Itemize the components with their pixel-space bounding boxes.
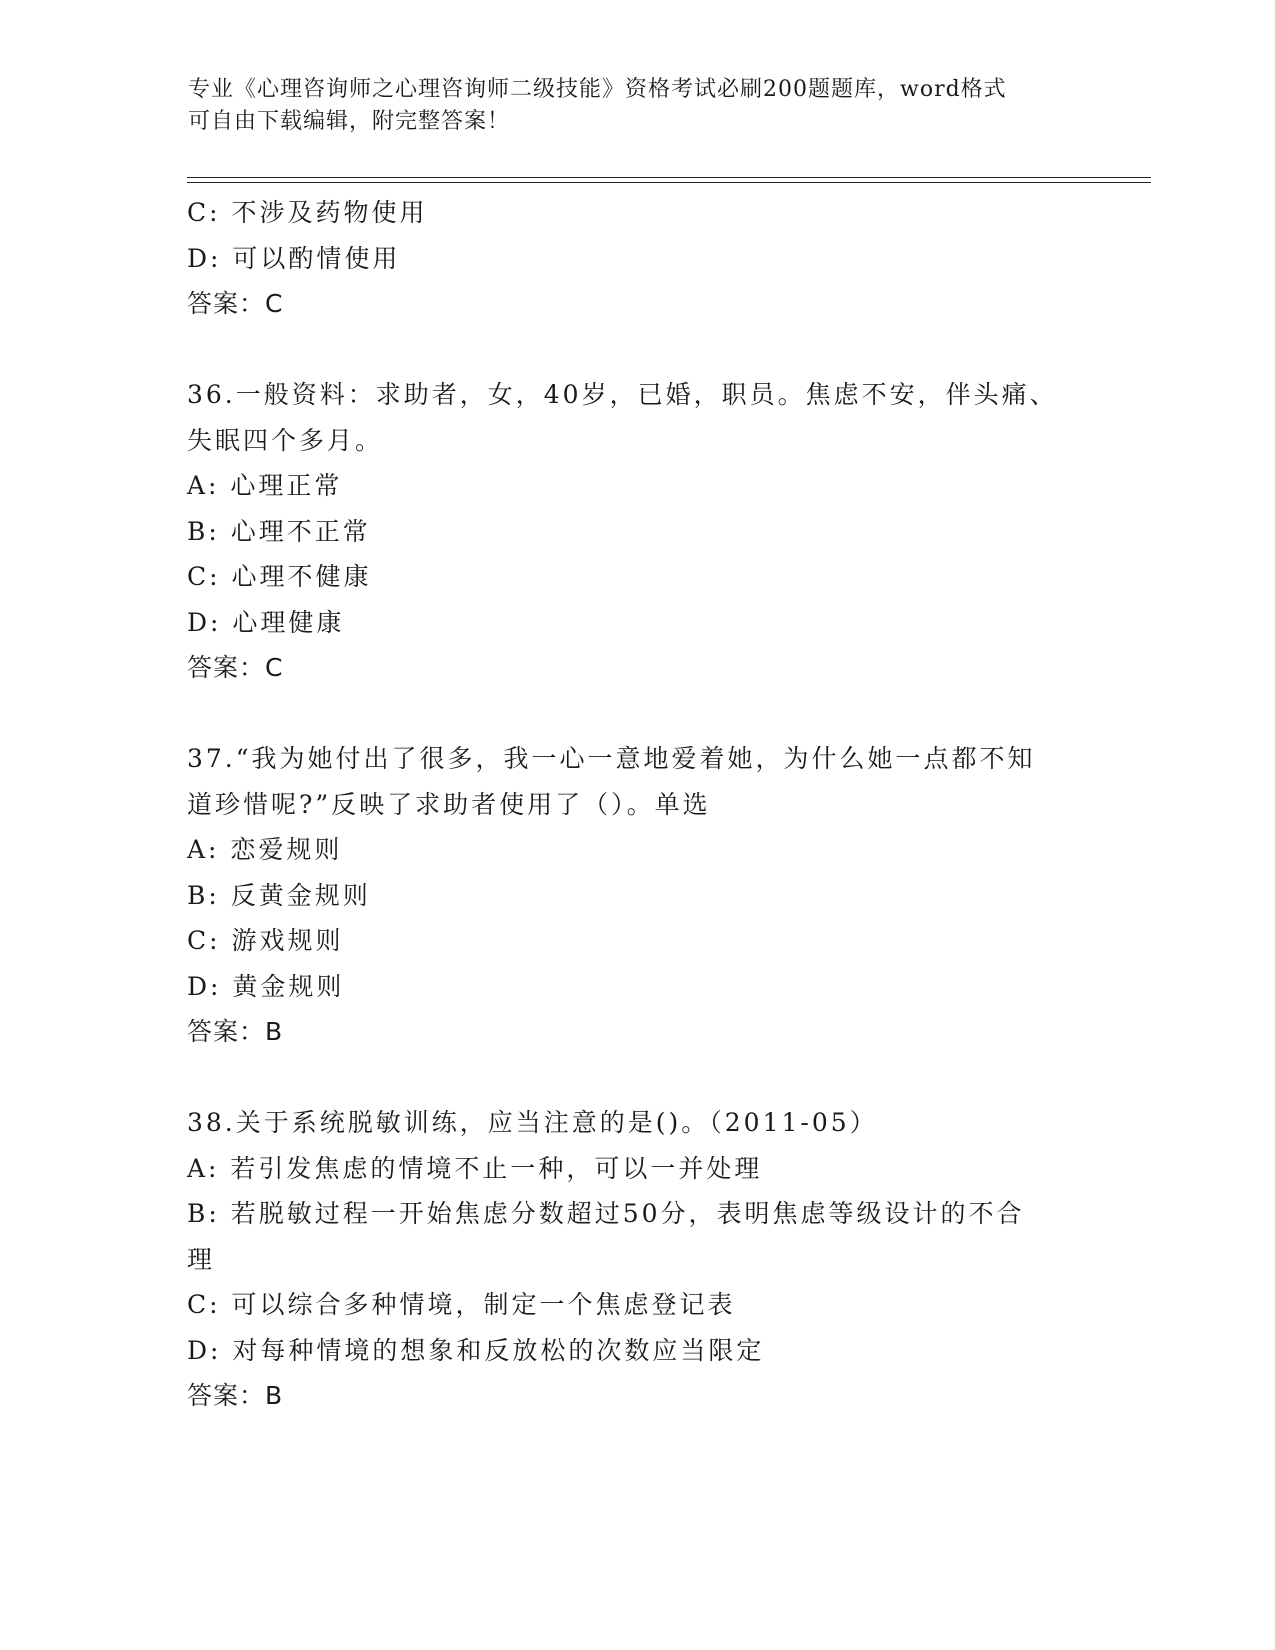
answer: 答案：C — [187, 289, 284, 318]
header-line-1: 专业《心理咨询师之心理咨询师二级技能》资格考试必刷200题题库，word格式 — [188, 77, 1007, 102]
question-stem-line-1: 38.关于系统脱敏训练，应当注意的是()。（2011-05） — [187, 1108, 878, 1137]
option-d: D: 黄金规则 — [187, 971, 345, 1001]
option-c: C: 不涉及药物使用 — [187, 198, 428, 227]
question-37 — [187, 736, 1077, 1055]
header-line-2: 可自由下载编辑，附完整答案！ — [188, 109, 511, 134]
spacer — [187, 1055, 1077, 1101]
option-b: B: 反黄金规则 — [187, 880, 371, 910]
spacer — [187, 691, 1077, 737]
option-b-line-1: B: 若脱敏过程一开始焦虑分数超过50分，表明焦虑等级设计的不合 — [187, 1199, 1025, 1228]
header-divider-top — [187, 177, 1151, 178]
prev-question-tail — [187, 190, 1077, 327]
option-a: A: 恋爱规则 — [187, 835, 343, 864]
document-header — [188, 74, 1078, 138]
question-stem-line-1: 36.一般资料：求助者，女，40岁，已婚，职员。焦虑不安，伴头痛、 — [187, 380, 1058, 409]
option-a: A: 心理正常 — [187, 471, 343, 500]
answer: 答案：C — [187, 653, 284, 682]
option-b-line-2: 理 — [187, 1244, 216, 1274]
option-a: A: 若引发焦虑的情境不止一种，可以一并处理 — [187, 1153, 763, 1183]
question-36 — [187, 372, 1077, 691]
question-stem-line-1: 37.“我为她付出了很多，我一心一意地爱着她，为什么她一点都不知 — [187, 744, 1036, 773]
option-c: C: 可以综合多种情境，制定一个焦虑登记表 — [187, 1290, 736, 1319]
question-content — [187, 190, 1077, 1419]
option-c: C: 游戏规则 — [187, 926, 344, 955]
spacer — [187, 327, 1077, 373]
option-c: C: 心理不健康 — [187, 562, 372, 591]
question-38 — [187, 1100, 1077, 1419]
question-stem-line-2: 道珍惜呢?”反映了求助者使用了（）。单选 — [187, 789, 711, 819]
question-stem-line-2: 失眠四个多月。 — [187, 425, 384, 455]
header-divider-bottom — [187, 182, 1151, 183]
option-d: D: 心理健康 — [187, 607, 345, 637]
option-b: B: 心理不正常 — [187, 516, 371, 546]
option-d: D: 对每种情境的想象和反放松的次数应当限定 — [187, 1335, 765, 1365]
answer: 答案：B — [187, 1381, 284, 1410]
option-d: D: 可以酌情使用 — [187, 243, 401, 273]
answer: 答案：B — [187, 1017, 284, 1046]
